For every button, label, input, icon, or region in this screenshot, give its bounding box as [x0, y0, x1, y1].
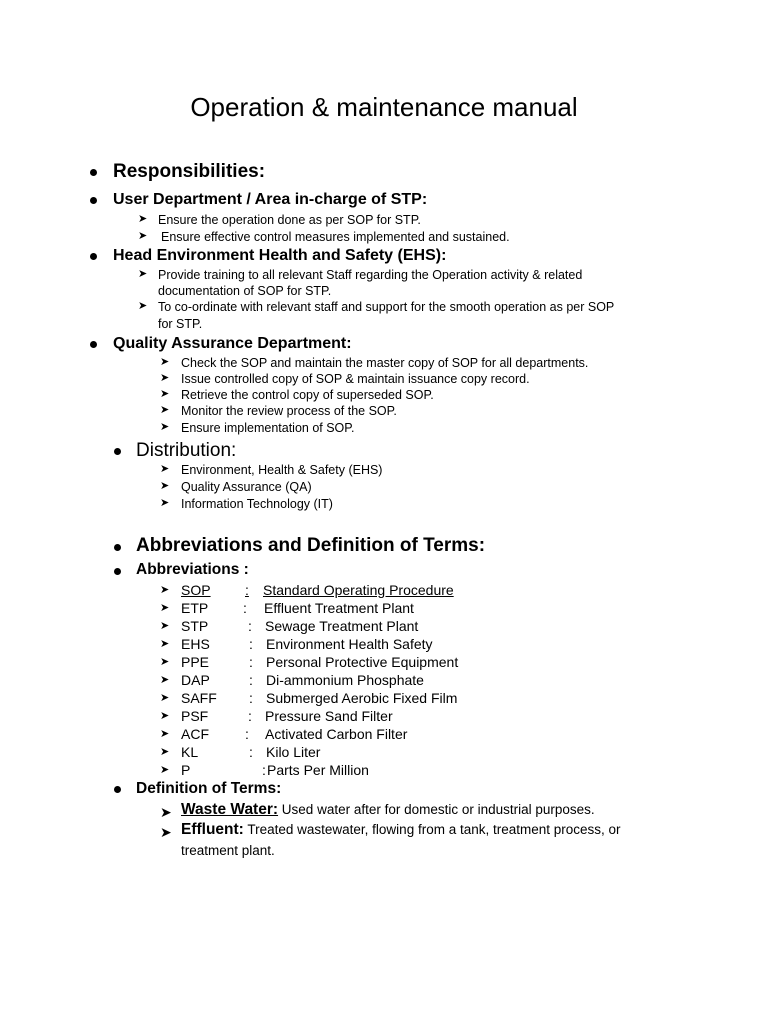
arrow-icon: ➤ — [160, 638, 170, 650]
bullet-icon — [90, 197, 97, 204]
abbreviation-definition: Di-ammonium Phosphate — [266, 672, 424, 688]
list-item: Monitor the review process of the SOP. — [181, 404, 397, 418]
abbreviation-colon: : — [249, 636, 253, 652]
list-item: Ensure implementation of SOP. — [181, 421, 355, 435]
arrow-icon: ➤ — [160, 674, 170, 686]
abbreviation-definition: Environment Health Safety — [266, 636, 433, 652]
abbreviation-colon: : — [245, 582, 249, 598]
abbreviation-colon: : — [248, 708, 252, 724]
abbreviation-colon: : — [245, 726, 249, 742]
bullet-icon — [114, 568, 121, 575]
list-item: Ensure effective control measures implemented and sustained. — [161, 230, 510, 244]
abbreviation-code: ACF — [181, 726, 209, 742]
definition-text-continuation: treatment plant. — [181, 843, 275, 858]
bullet-icon — [90, 169, 97, 176]
definition-text: Treated wastewater, flowing from a tank, treatment process, or — [243, 822, 621, 837]
heading-abbreviations: Abbreviations : — [136, 561, 249, 578]
arrow-icon: ➤ — [160, 710, 170, 722]
arrow-icon: ➤ — [160, 480, 170, 492]
arrow-icon: ➤ — [160, 764, 170, 776]
definition-item — [181, 802, 595, 818]
abbreviation-definition: Submerged Aerobic Fixed Film — [266, 690, 458, 706]
list-item: Check the SOP and maintain the master copy of SOP for all departments. — [181, 356, 589, 370]
abbreviation-code: PSF — [181, 708, 209, 724]
arrow-icon: ➤ — [160, 463, 170, 475]
heading-responsibilities: Responsibilities: — [113, 161, 266, 182]
arrow-icon: ➤ — [160, 388, 170, 400]
arrow-icon: ➤ — [160, 404, 170, 416]
heading-user-department: User Department / Area in-charge of STP: — [113, 191, 428, 208]
list-item: Environment, Health & Safety (EHS) — [181, 463, 383, 477]
abbreviation-definition: Activated Carbon Filter — [265, 726, 408, 742]
arrow-icon: ➤ — [160, 746, 170, 758]
list-item: Provide training to all relevant Staff regarding the Operation activity & related — [158, 268, 583, 282]
abbreviation-code: STP — [181, 618, 209, 634]
arrow-icon: ➤ — [160, 372, 170, 384]
definition-term: Effluent: — [181, 821, 244, 838]
definition-text: Used water after for domestic or industrial purposes. — [278, 802, 595, 817]
list-item: Ensure the operation done as per SOP for STP. — [158, 213, 421, 227]
abbreviation-definition: Standard Operating Procedure — [263, 582, 454, 598]
list-item: Quality Assurance (QA) — [181, 480, 312, 494]
arrow-icon: ➤ — [160, 728, 170, 740]
bullet-icon — [114, 544, 121, 551]
abbreviation-colon: : — [249, 690, 253, 706]
list-item: Retrieve the control copy of superseded SOP. — [181, 388, 434, 402]
definition-item — [181, 822, 621, 838]
abbreviation-colon: : — [262, 762, 266, 778]
bullet-icon — [90, 253, 97, 260]
abbreviation-code: SAFF — [181, 690, 217, 706]
heading-quality-assurance: Quality Assurance Department: — [113, 335, 352, 352]
abbreviation-definition: Personal Protective Equipment — [266, 654, 459, 670]
heading-distribution: Distribution: — [136, 440, 237, 461]
arrow-icon: ➤ — [160, 421, 170, 433]
abbreviation-definition: Pressure Sand Filter — [265, 708, 393, 724]
abbreviation-definition: Kilo Liter — [266, 744, 321, 760]
abbreviation-code: PPE — [181, 654, 210, 670]
abbreviation-definition: Effluent Treatment Plant — [264, 600, 414, 616]
abbreviation-code: DAP — [181, 672, 210, 688]
arrow-icon: ➤ — [160, 804, 172, 820]
abbreviation-code: P — [181, 762, 191, 778]
list-item: To co-ordinate with relevant staff and support for the smooth operation as per SOP — [158, 300, 615, 314]
heading-abbreviations-definitions: Abbreviations and Definition of Terms: — [136, 535, 486, 556]
abbreviation-code: EHS — [181, 636, 210, 652]
abbreviation-colon: : — [249, 744, 253, 760]
bullet-icon — [114, 448, 121, 455]
heading-definition-of-terms: Definition of Terms: — [136, 780, 282, 797]
list-item: Issue controlled copy of SOP & maintain issuance copy record. — [181, 372, 530, 386]
arrow-icon: ➤ — [160, 620, 170, 632]
arrow-icon: ➤ — [160, 602, 170, 614]
list-item-continuation: for STP. — [158, 317, 203, 331]
arrow-icon: ➤ — [160, 497, 170, 509]
arrow-icon: ➤ — [138, 230, 148, 242]
list-item-continuation: documentation of SOP for STP. — [158, 284, 332, 298]
abbreviation-colon: : — [243, 600, 247, 616]
abbreviation-colon: : — [249, 654, 253, 670]
heading-ehs: Head Environment Health and Safety (EHS): — [113, 247, 447, 264]
arrow-icon: ➤ — [160, 356, 170, 368]
arrow-icon: ➤ — [160, 692, 170, 704]
abbreviation-definition: Parts Per Million — [267, 762, 369, 778]
arrow-icon: ➤ — [138, 300, 148, 312]
abbreviation-definition: Sewage Treatment Plant — [265, 618, 419, 634]
page-title: Operation & maintenance manual — [190, 92, 578, 122]
arrow-icon: ➤ — [160, 656, 170, 668]
abbreviation-colon: : — [249, 672, 253, 688]
bullet-icon — [90, 341, 97, 348]
abbreviation-colon: : — [248, 618, 252, 634]
abbreviation-code: KL — [181, 744, 199, 760]
arrow-icon: ➤ — [160, 584, 170, 596]
arrow-icon: ➤ — [138, 213, 148, 225]
abbreviation-code: ETP — [181, 600, 209, 616]
bullet-icon — [114, 786, 121, 793]
definition-term: Waste Water: — [181, 801, 279, 818]
arrow-icon: ➤ — [138, 268, 148, 280]
list-item: Information Technology (IT) — [181, 497, 333, 511]
arrow-icon: ➤ — [160, 824, 172, 840]
abbreviation-code: SOP — [181, 582, 211, 598]
